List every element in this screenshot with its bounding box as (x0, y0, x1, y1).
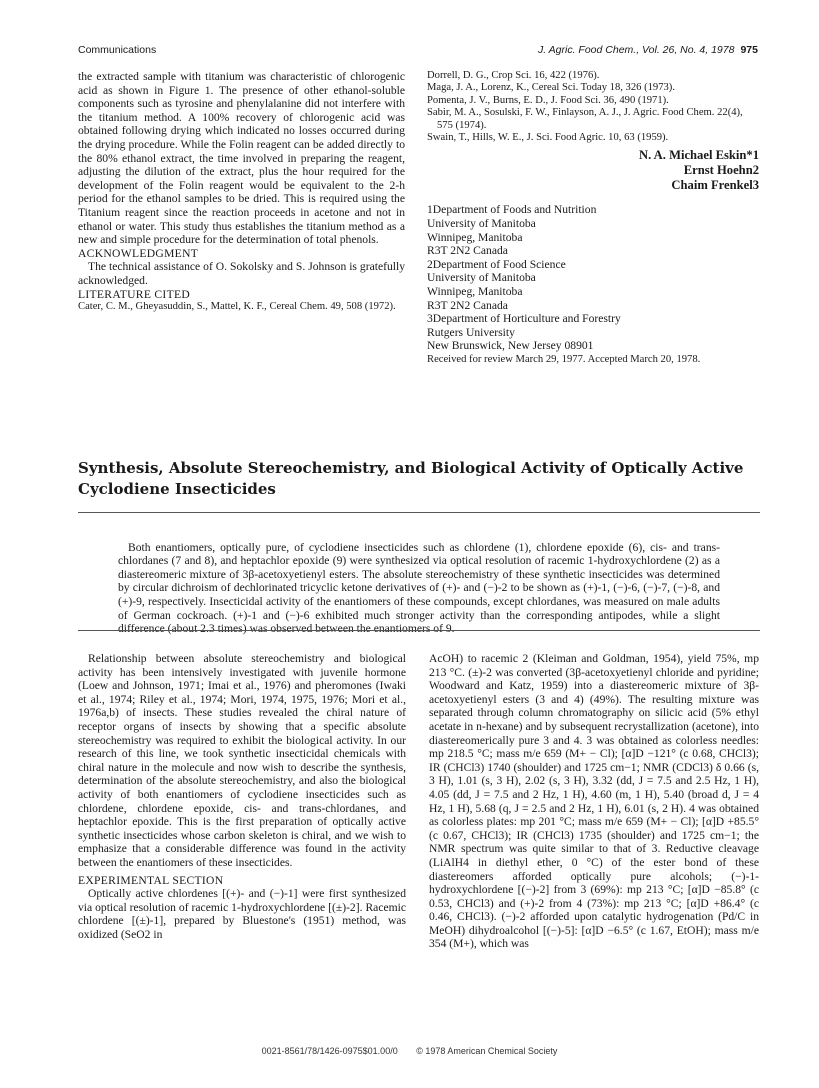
reference-item: Maga, J. A., Lorenz, K., Cereal Sci. Today 18, 326 (1973). (427, 82, 675, 94)
affiliation-line: R3T 2N2 Canada (427, 298, 508, 312)
affiliation-line: 3Department of Horticulture and Forestry (427, 312, 621, 326)
author-list (427, 148, 759, 193)
abstract: Both enantiomers, optically pure, of cyclodiene insecticides such as chlordene (1), chlordene epoxide (6), cis- and trans-chlordanes (7 and 8), and heptachlor epoxide (9) were synthesized via optical resolution of racemic 1-hydroxychlordene (2) as a diastereomeric mixture of 3β-acetoxyetienyl esters. The absolute stereochemistry of these synthetic insecticides was determined by circular dichroism of dechlorinated tricyclic ketone derivatives of (+)- and (−)-2 to be shown as (+)-1, (−)-6, (−)-7, (−)-8, and (+)-9, respectively. Insecticidal activity of the enantiomers of these compounds, except chlordanes, was measured on male adults of German cockroach. (+)-1 and (−)-6 exhibited much stronger activity than the corresponding antipodes, while a slight difference (about 2.3 times) was observed between the enantiomers of 9. (118, 540, 720, 636)
author-name: Chaim Frenkel3 (671, 178, 759, 193)
acknowledgment-heading: ACKNOWLEDGMENT (78, 246, 199, 260)
page-footer (0, 1046, 819, 1056)
reference-item: Cater, C. M., Gheyasuddin, S., Mattel, K. F., Cereal Chem. 49, 508 (1972). (78, 301, 396, 313)
conclusion-paragraph: the extracted sample with titanium was characteristic of chlorogenic acid as shown in Figure 1. The presence of other ethanol-soluble components such as tyrosine and phenylalanine did not interfere with the titanium method. A 100% recovery of chlorogenic acid was obtained following drying which indicated no losses occurred during the drying procedure. While the Folin reagent can be added directly to the 80% ethanol extract, the time involved in preparing the reagent, adjusting the dilution of the extract, plus the hour required for the development of the Folin reagent would be equivalent to the 2-h period for the ethanol samples to be dried. This is required using the Titanium reagent since the reaction proceeds in acetone and not in ethanol or water. This study thus establishes the titanium method as a new and simple procedure for the determination of total phenols. (78, 70, 405, 247)
acknowledgment-text: The technical assistance of O. Sokolsky and S. Johnson is gratefully acknowledged. (78, 260, 405, 287)
abstract-bottom-rule (78, 630, 760, 631)
affiliation-line: Rutgers University (427, 325, 515, 339)
literature-cited-heading: LITERATURE CITED (78, 287, 191, 301)
author-name: N. A. Michael Eskin*1 (638, 148, 759, 163)
article-body-left (78, 652, 406, 941)
section-label: Communications (78, 44, 157, 56)
reference-item: Pomenta, J. V., Burns, E. D., J. Food Sci. 36, 490 (1971). (427, 94, 669, 106)
affiliation-line: R3T 2N2 Canada (427, 244, 508, 258)
experimental-heading: EXPERIMENTAL SECTION (78, 873, 224, 887)
received-date: Received for review March 29, 1977. Accepted March 20, 1978. (427, 353, 701, 365)
reference-item: Swain, T., Hills, W. E., J. Sci. Food Agric. 10, 63 (1959). (427, 132, 669, 144)
article-code: 0021-8561/78/1426-0975$01.00/0 (261, 1046, 398, 1056)
abstract-top-rule (78, 512, 760, 513)
references-and-authors (427, 70, 759, 367)
previous-article-conclusion (78, 70, 405, 314)
author-name: Ernst Hoehn2 (683, 163, 759, 178)
reference-item: Sabir, M. A., Sosulski, F. W., Finlayson, A. J., J. Agric. Food Chem. 22(4), 575 (1974). (427, 107, 743, 131)
affiliation-line: University of Manitoba (427, 217, 536, 231)
experimental-continued: AcOH) to racemic 2 (Kleiman and Goldman, 1954), yield 75%, mp 213 °C. (±)-2 was converted (3β-acetoxyetienyl chloride and pyridine; Woodward and Katz, 1959) into a diastereomeric mixture of 3β-acetoxyetienyl esters (3 and 4) (49%). The resulting mixture was separated through column chromatography on silicic acid (5% ethyl acetate in n-hexane) and by subsequent recrystallization (acetone), into diastereomerically pure 3 and 4. 3 was obtained as colorless needles: mp 218.5 °C; mass m/e 659 (M+ − Cl); [α]D −121° (c 0.68, CHCl3); IR (CHCl3) 1740 (shoulder) and 1725 cm−1; NMR (CDCl3) δ 0.66 (s, 3 H), 1.01 (s, 3 H), 2.02 (s, 3 H), 3.32 (dd, J = 7.5 and 2.5 Hz, 1 H), 4.05 (dd, J = 7.5 and 2 Hz, 1 H), 4.60 (m, 1 H), 5.40 (broad d, J = 4 Hz, 1 H), 5.68 (q, J = 2.5 and 2 Hz, 1 H), 6.01 (s, 2 H). 4 was obtained as colorless plates: mp 201 °C; mass m/e 659 (M+ − Cl); [α]D +85.5° (c 0.67, CHCl3); IR (CHCl3) 1735 (shoulder) and 1725 cm−1; the NMR spectrum was quite similar to that of 3. Reductive cleavage (LiAlH4 in diethyl ether, 0 °C) of the ester bond of these diastereomers afforded optically pure alcohols; (−)-1-hydroxychlordene [(−)-2] from 3 (69%): mp 213 °C; [α]D −85.8° (c 0.53, CHCl3) and (+)-2 from 4 (73%): mp 213 °C; [α]D +86.4° (c 0.46, CHCl3). (−)-2 afforded upon catalytic hydrogenation (Pd/C in MeOH) dihydroalcohol [(−)-5]: [α]D −6.5° (c 1.67, EtOH); mass m/e 354 (M+), which was (429, 652, 759, 951)
journal-citation: J. Agric. Food Chem., Vol. 26, No. 4, 1978 975 (537, 44, 758, 56)
affiliation-line: University of Manitoba (427, 271, 536, 285)
affiliation-line: Winnipeg, Manitoba (427, 285, 523, 298)
affiliation-line: Winnipeg, Manitoba (427, 230, 523, 244)
article-title: Synthesis, Absolute Stereochemistry, and Biological Activity of Optically Active Cyclodiene Insecticides (78, 459, 744, 498)
article-body-right (429, 652, 759, 951)
affiliation-line: New Brunswick, New Jersey 08901 (427, 339, 594, 353)
copyright: © 1978 American Chemical Society (416, 1046, 558, 1056)
affiliations (427, 203, 759, 353)
experimental-paragraph: Optically active chlordenes [(+)- and (−)-1] were first synthesized via optical resolution of racemic 1-hydroxychlordene [(±)-2]. Racemic chlordene [(±)-1], prepared by Bluestone's (1951) method, was oxidized (SeO2 in (78, 887, 406, 941)
introduction-paragraph: Relationship between absolute stereochemistry and biological activity has been intensively investigated with juvenile hormone (Loew and Johnson, 1971; Imai et al., 1976) and pheromones (Iwaki et al., 1974; Riley et al., 1974; Mori, 1974, 1975, 1976; Mori et al., 1976a,b) of insects. These studies revealed the chiral nature of receptor organs of insects by showing that a specific absolute stereochemistry was required to exhibit the biological activity. In our research of this line, we took synthetic insecticidal chemicals with chiral nature in the molecule and now wish to describe the synthesis, determination of the absolute stereochemistry, and also the biological activity of both enantiomers of cyclodiene insecticides such as chlordene, chlordene epoxide, cis- and trans-chlordanes, and heptachlor epoxide. This is the first preparation of optically active synthetic insecticides whose carbon skeleton is chiral, and we wish to emphasize that a considerable difference was found in the activity between the enantiomers of these insecticides. (78, 652, 406, 869)
affiliation-line: 1Department of Foods and Nutrition (427, 203, 597, 217)
page-number: 975 (740, 44, 758, 56)
affiliation-line: 2Department of Food Science (427, 257, 566, 271)
reference-item: Dorrell, D. G., Crop Sci. 16, 422 (1976). (427, 70, 600, 81)
